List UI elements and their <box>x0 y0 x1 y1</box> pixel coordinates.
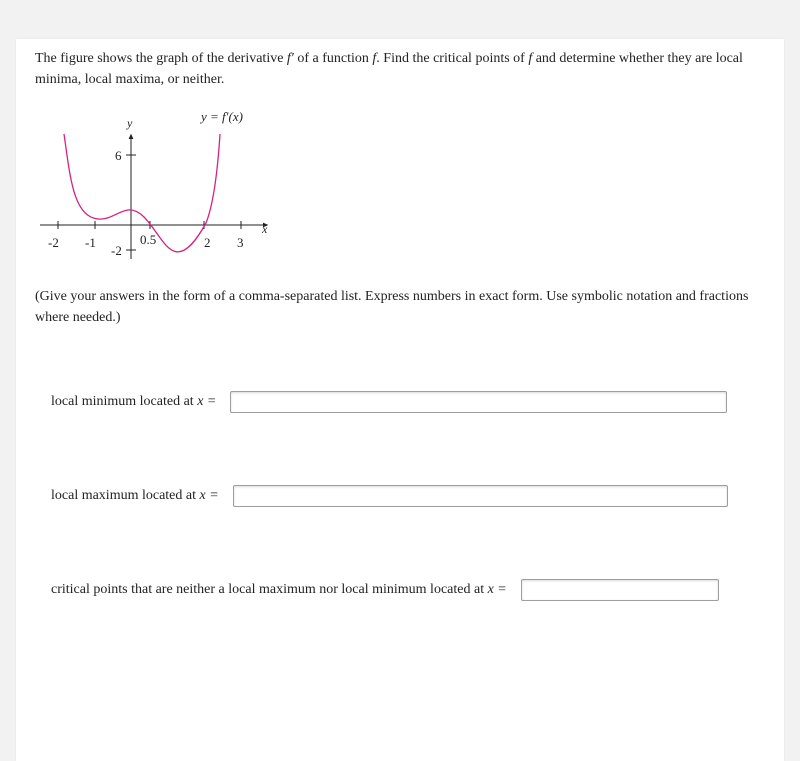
local-max-input[interactable] <box>233 485 728 507</box>
x-tick-label-3: 3 <box>237 235 244 250</box>
x-axis-label: x <box>262 222 268 236</box>
x-tick-label-05: 0.5 <box>140 232 157 247</box>
local-max-label: local maximum located at <box>51 488 197 503</box>
local-min-input[interactable] <box>230 391 727 413</box>
problem-statement <box>35 48 765 90</box>
problem-text-1: The figure shows the graph of the derivative <box>35 51 284 66</box>
local-max-x-eq: x = <box>199 488 219 503</box>
y-tick-label-neg2: -2 <box>111 243 122 258</box>
x-tick-label-neg2: -2 <box>48 235 59 250</box>
local-min-label: local minimum located at <box>51 394 194 409</box>
y-tick-label-6: 6 <box>115 148 122 163</box>
local-min-row <box>51 391 727 413</box>
instructions: (Give your answers in the form of a comma-separated list. Express numbers in exact form. Use symbolic notation and fractions where needed.) <box>35 289 749 325</box>
local-max-row <box>51 485 728 507</box>
fprime-symbol: f′ <box>286 51 294 66</box>
f-symbol-2: f <box>528 51 533 66</box>
neither-row <box>51 579 719 601</box>
y-axis-label: y <box>127 116 133 130</box>
x-tick-label-neg1: -1 <box>85 235 96 250</box>
curve-label: y = f′(x) <box>201 109 243 124</box>
problem-text-3: . Find the critical points of <box>376 51 525 66</box>
local-min-x-eq: x = <box>197 394 217 409</box>
neither-label: critical points that are neither a local maximum nor local minimum located at <box>51 582 485 597</box>
neither-x-eq: x = <box>487 582 507 597</box>
problem-text-4: and determine whether they are local minima, local maxima, or neither. <box>35 51 743 87</box>
f-symbol: f <box>372 51 377 66</box>
x-tick-label-2: 2 <box>204 235 211 250</box>
question-card <box>16 39 784 761</box>
derivative-graph <box>40 105 280 275</box>
neither-input[interactable] <box>521 579 719 601</box>
problem-text-2: of a function <box>297 51 369 66</box>
